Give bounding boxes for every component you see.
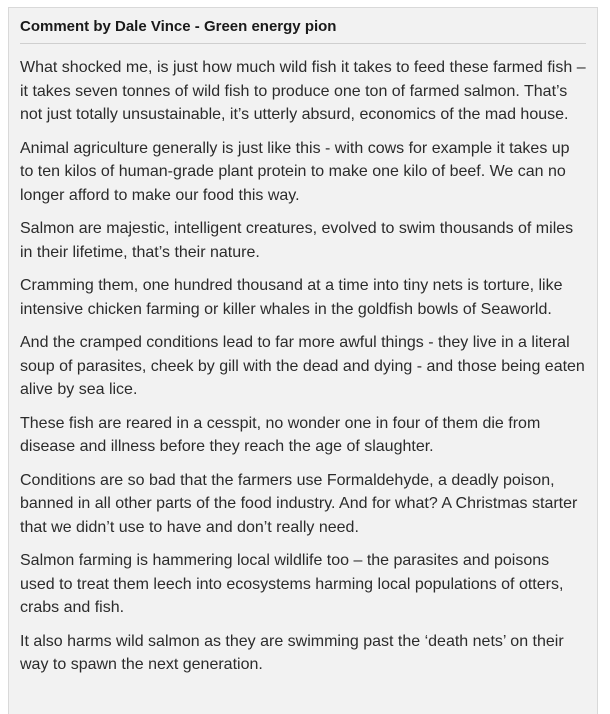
comment-paragraph-5: And the cramped conditions lead to far more awful things - they live in a literal soup of parasites, cheek by gill with the dead and dying - and those being eaten alive by sea lice.: [20, 334, 585, 398]
comment-paragraph-9: It also harms wild salmon as they are swimming past the ‘death nets’ on their way to spawn the next generation.: [20, 632, 564, 673]
comment-paragraph-3: Salmon are majestic, intelligent creatures, evolved to swim thousands of miles in their lifetime, that’s their nature.: [20, 220, 574, 261]
comment-paragraph-7: Conditions are so bad that the farmers use Formaldehyde, a deadly poison, banned in all other parts of the food industry. And for what? A Christmas starter that we didn’t use to have and don’t really need.: [20, 471, 578, 536]
comment-paragraph-4: Cramming them, one hundred thousand at a time into tiny nets is torture, like intensive chicken farming or killer whales in the goldfish bowls of Seaworld.: [20, 277, 563, 318]
comment-paragraph-8: Salmon farming is hammering local wildlife too – the parasites and poisons used to treat them leech into ecosystems harming local populations of otters, crabs and fish.: [20, 552, 564, 616]
comment-body: [20, 56, 586, 677]
comment-title: Comment by Dale Vince - Green energy pion: [20, 17, 586, 44]
comment-box: [8, 7, 598, 714]
comment-paragraph-6: These fish are reared in a cesspit, no wonder one in four of them die from disease and illness before they reach the age of slaughter.: [20, 414, 541, 455]
comment-paragraph-1: What shocked me, is just how much wild fish it takes to feed these farmed fish – it takes seven tonnes of wild fish to produce one ton of farmed salmon. That’s not just totally unsustainable, it’s utterly absurd, economics of the mad house.: [20, 59, 586, 123]
comment-paragraph-2: Animal agriculture generally is just like this - with cows for example it takes up to ten kilos of human-grade plant protein to make one kilo of beef. We can no longer afford to make our food this way.: [20, 139, 570, 204]
